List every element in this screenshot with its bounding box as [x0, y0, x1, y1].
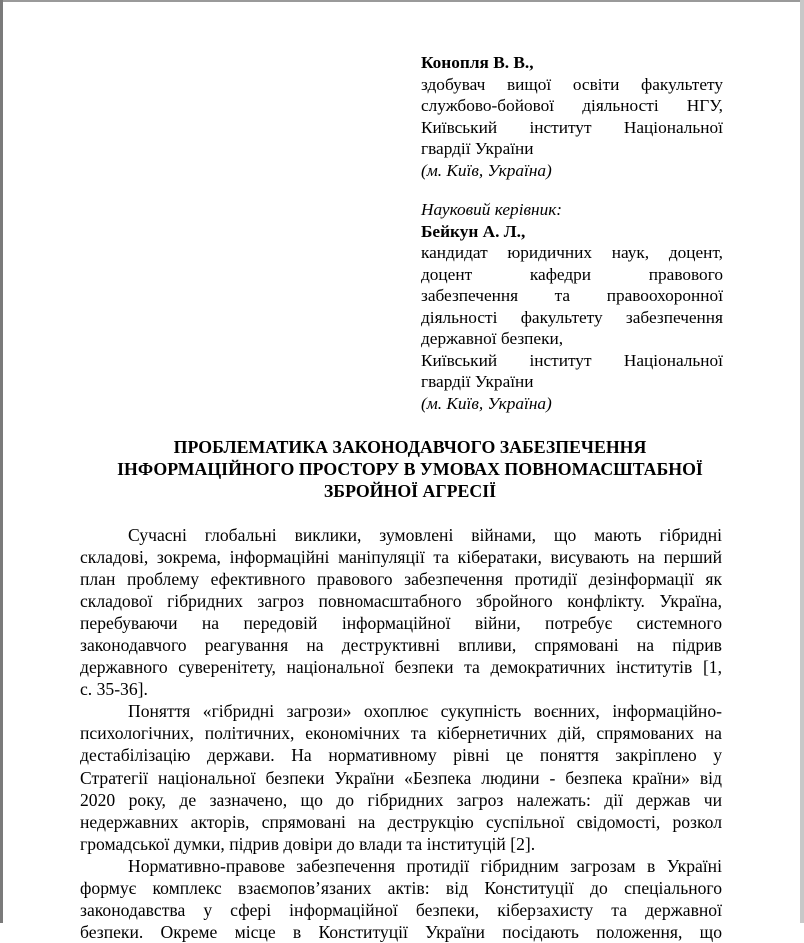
paragraph-line: державного суверенітету, національної безпеки та демократичних інститутів [1,	[80, 657, 722, 678]
author-block	[421, 52, 723, 414]
body-text	[80, 524, 722, 943]
supervisor-affiliation-line: Київський інститут Національної	[421, 350, 723, 370]
paragraph-line: психологічних, політичних, економічних та кібернетичних дій, спрямованих на	[80, 723, 722, 744]
paragraph-line: недержавних акторів, спрямовані на деструкцію суспільної свідомості, розкол	[80, 811, 722, 832]
paragraph-line: формує комплекс взаємопов’язаних актів: від Конституції до спеціального	[80, 877, 722, 898]
paragraph-line: законодавства у сфері інформаційної безпеки, кіберзахисту та державної	[80, 899, 722, 920]
paragraph-line: 2020 року, де зазначено, що до гібридних загроз належать: дії держав чи	[80, 789, 722, 810]
paragraph-line: громадської думки, підрив довіри до влади та інституцій [2].	[80, 833, 536, 854]
page-left-edge	[0, 0, 3, 923]
author-affiliation-line: Київський інститут Національної	[421, 117, 723, 137]
supervisor-location: (м. Київ, Україна)	[421, 393, 552, 413]
paper-title	[80, 436, 740, 502]
paragraph-line: Стратегії національної безпеки України «Безпека людини - безпека країни» від	[80, 767, 722, 788]
paragraph-line: складові, зокрема, інформаційні маніпуляції та кібератаки, висувають на перший	[80, 547, 722, 568]
paragraph-line: Сучасні глобальні виклики, зумовлені війнами, що мають гібридні	[128, 525, 722, 545]
page-top-edge	[0, 0, 804, 2]
supervisor-affiliation-line: гвардії України	[421, 372, 534, 391]
paragraph-line: Поняття «гібридні загрози» охоплює сукупність воєнних, інформаційно-	[128, 701, 722, 722]
paragraph-line: перебуваючи на передовій інформаційної війни, потребує системного	[80, 613, 722, 634]
paragraph-line: дестабілізацію держави. На нормативному рівні це поняття закріплено у	[80, 745, 722, 766]
title-line: ІНФОРМАЦІЙНОГО ПРОСТОРУ В УМОВАХ ПОВНОМАСШТАБНОЇ	[117, 459, 703, 479]
title-line: ЗБРОЙНОЇ АГРЕСІЇ	[323, 481, 497, 501]
author-name: Конопля В. В.,	[421, 53, 534, 72]
page-right-edge	[800, 0, 804, 923]
author-affiliation-line: гвардії України	[421, 139, 534, 158]
supervisor-affiliation-line: забезпечення та правоохоронної	[421, 286, 723, 305]
author-affiliation-line: здобувач вищої освіти факультету	[421, 74, 723, 94]
supervisor-caption: Науковий керівник:	[421, 200, 563, 219]
paragraph-line: с. 35-36].	[80, 679, 148, 700]
supervisor-name: Бейкун А. Л.,	[421, 221, 526, 241]
supervisor-affiliation-line: доцент кафедри правового	[421, 264, 723, 284]
author-location: (м. Київ, Україна)	[421, 160, 552, 180]
title-line: ПРОБЛЕМАТИКА ЗАКОНОДАВЧОГО ЗАБЕЗПЕЧЕННЯ	[173, 437, 647, 457]
paragraph-line: законодавчого реагування на деструктивні впливи, спрямовані на підрив	[80, 635, 722, 656]
supervisor-affiliation-line: кандидат юридичних наук, доцент,	[421, 243, 723, 262]
paragraph-line: безпеки. Окреме місце в Конституції України посідають положення, що	[80, 921, 722, 942]
paragraph-line: Нормативно-правове забезпечення протидії гібридним загрозам в Україні	[128, 855, 722, 876]
supervisor-affiliation-line: діяльності факультету забезпечення	[421, 307, 723, 327]
paragraph-line: план проблему ефективного правового забезпечення протидії дезінформації як	[80, 569, 722, 590]
supervisor-affiliation-line: державної безпеки,	[421, 329, 564, 348]
author-affiliation-line: службово-бойової діяльності НГУ,	[421, 96, 723, 115]
paragraph-line: складової гібридних загроз повномасштабного збройного конфлікту. Україна,	[80, 591, 722, 612]
